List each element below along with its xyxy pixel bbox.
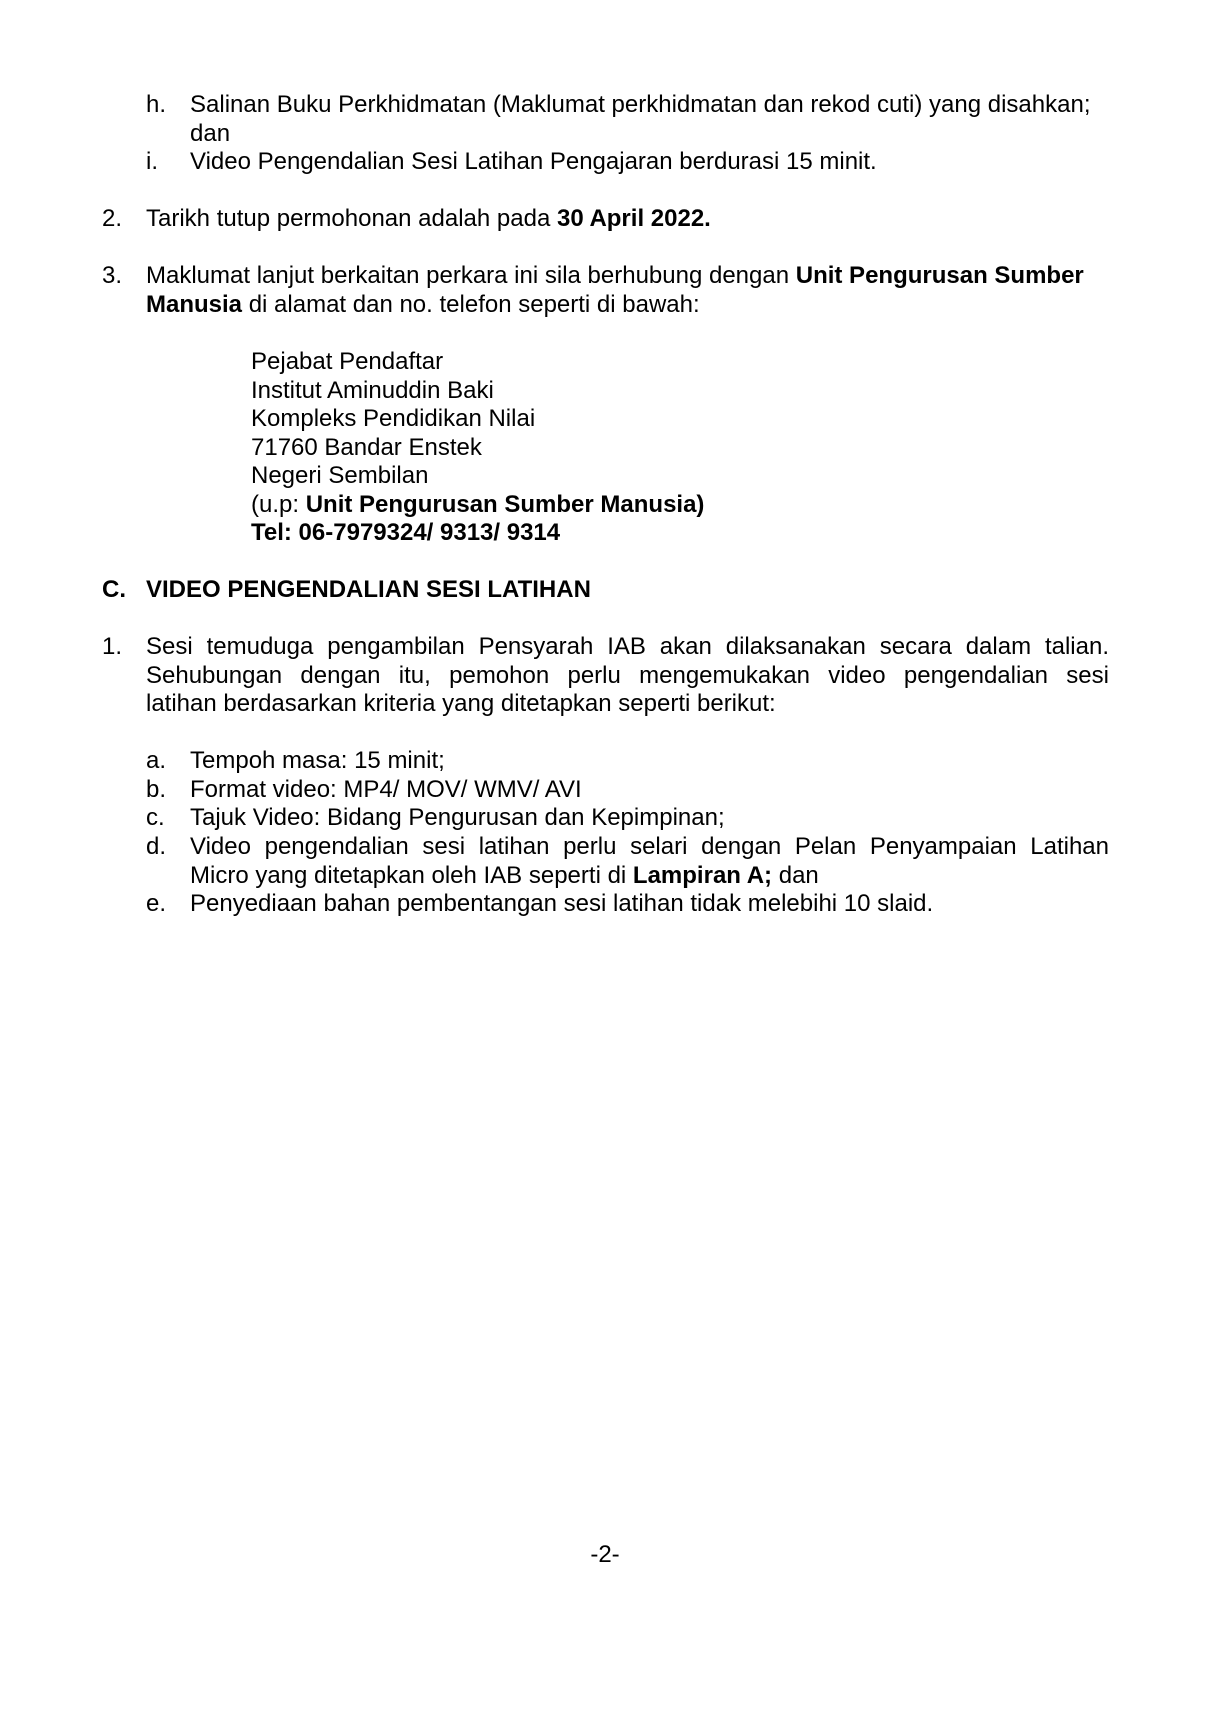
closing-date: 30 April 2022. bbox=[556, 205, 711, 232]
criteria-item-d-line1: Video pengendalian sesi latihan perlu selari dengan Pelan Penyampaian Latihan bbox=[190, 833, 1109, 860]
address-line-5: Negeri Sembilan bbox=[251, 462, 429, 489]
section-c-title: VIDEO PENGENDALIAN SESI LATIHAN bbox=[146, 576, 591, 603]
address-line-2: Institut Aminuddin Baki bbox=[251, 377, 494, 404]
c1-line3: latihan berdasarkan kriteria yang ditetapkan seperti berikut: bbox=[146, 690, 776, 717]
address-telephone: Tel: 06-7979324/ 9313/ 9314 bbox=[251, 519, 561, 546]
criteria-item-c: Tajuk Video: Bidang Pengurusan dan Kepimpinan; bbox=[190, 804, 725, 831]
list-label-i: i. bbox=[146, 148, 158, 175]
criteria-item-b: Format video: MP4/ MOV/ WMV/ AVI bbox=[190, 776, 582, 803]
item-2-text: Tarikh tutup permohonan adalah pada 30 April 2022. bbox=[146, 205, 711, 232]
item-3-line1: Maklumat lanjut berkaitan perkara ini sila berhubung dengan Unit Pengurusan Sumber bbox=[146, 262, 1084, 289]
address-line-3: Kompleks Pendidikan Nilai bbox=[251, 405, 536, 432]
appendix-reference: Lampiran A; bbox=[632, 862, 773, 889]
item-2-label: 2. bbox=[102, 205, 123, 232]
list-label-h: h. bbox=[146, 91, 167, 118]
item-3-line2: Manusia di alamat dan no. telefon seperti di bawah: bbox=[146, 291, 700, 318]
address-line-4: 71760 Bandar Enstek bbox=[251, 434, 482, 461]
criteria-label-d: d. bbox=[146, 833, 167, 860]
page-number: -2- bbox=[590, 1541, 620, 1568]
c1-line1: Sesi temuduga pengambilan Pensyarah IAB akan dilaksanakan secara dalam talian. bbox=[146, 633, 1109, 660]
c1-label: 1. bbox=[102, 633, 123, 660]
criteria-item-d-line2: Micro yang ditetapkan oleh IAB seperti di Lampiran A; dan bbox=[190, 862, 819, 889]
address-attention: (u.p: Unit Pengurusan Sumber Manusia) bbox=[251, 491, 705, 518]
criteria-label-b: b. bbox=[146, 776, 167, 803]
c1-line2: Sehubungan dengan itu, pemohon perlu mengemukakan video pengendalian sesi bbox=[146, 662, 1109, 689]
list-item-h-line2: dan bbox=[190, 120, 231, 147]
criteria-label-e: e. bbox=[146, 890, 167, 917]
address-line-1: Pejabat Pendaftar bbox=[251, 348, 444, 375]
list-item-i: Video Pengendalian Sesi Latihan Pengajaran berdurasi 15 minit. bbox=[190, 148, 877, 175]
item-3-label: 3. bbox=[102, 262, 123, 289]
list-item-h-line1: Salinan Buku Perkhidmatan (Maklumat perkhidmatan dan rekod cuti) yang disahkan; bbox=[190, 91, 1091, 118]
criteria-item-a: Tempoh masa: 15 minit; bbox=[190, 747, 445, 774]
criteria-item-e: Penyediaan bahan pembentangan sesi latihan tidak melebihi 10 slaid. bbox=[190, 890, 934, 917]
criteria-label-a: a. bbox=[146, 747, 167, 774]
section-c-label: C. bbox=[102, 576, 126, 603]
criteria-label-c: c. bbox=[146, 804, 165, 831]
